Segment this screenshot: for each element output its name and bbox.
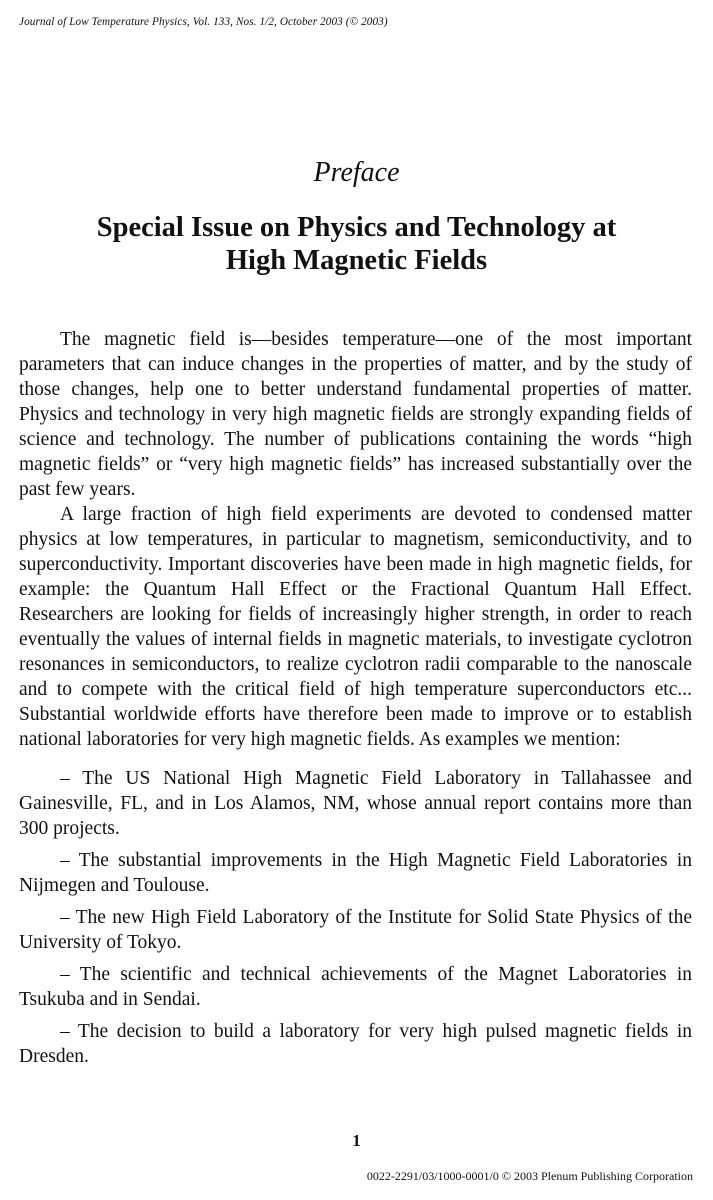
section-kicker: Preface bbox=[313, 157, 400, 188]
page-number: 1 bbox=[352, 1131, 361, 1150]
body-paragraph-2: A large fraction of high field experiments are devoted to condensed matter physics at low temperatures, in particular to magnetism, semiconductivity, and to superconductivity. Important discoveries have been made in high magnetic fields, for example: the Quantum Hall Effect or the Fractional Quantum Hall Effect. Researchers are looking for fields of increasingly higher strength, in order to reach eventually the values of internal fields in magnetic materials, to investigate cyclotron resonances in semiconductors, to realize cyclotron radii comparable to the nanoscale and to compete with the critical field of high temperature superconductors etc... Substantial worldwide efforts have therefore been made to improve or to establish national laboratories for very high magnetic fields. As examples we mention: bbox=[19, 504, 692, 750]
article-title-line-1: Special Issue on Physics and Technology at bbox=[96, 212, 617, 243]
example-item-5: – The decision to build a laboratory for very high pulsed magnetic fields in Dresden. bbox=[19, 1021, 692, 1067]
publisher-imprint: 0022-2291/03/1000-0001/0 © 2003 Plenum Publishing Corporation bbox=[366, 1169, 693, 1183]
article-title-line-2: High Magnetic Fields bbox=[225, 245, 488, 276]
article-title bbox=[40, 211, 673, 277]
example-item-2: – The substantial improvements in the High Magnetic Field Laboratories in Nijmegen and Toulouse. bbox=[19, 850, 692, 896]
article-body bbox=[19, 327, 692, 1069]
example-item-3: – The new High Field Laboratory of the Institute for Solid State Physics of the University of Tokyo. bbox=[19, 907, 692, 953]
example-item-4: – The scientific and technical achievements of the Magnet Laboratories in Tsukuba and in Sendai. bbox=[19, 964, 692, 1010]
example-item-1: – The US National High Magnetic Field Laboratory in Tallahassee and Gainesville, FL, and in Los Alamos, NM, whose annual report contains more than 300 projects. bbox=[19, 768, 692, 839]
body-paragraph-1: The magnetic field is—besides temperature—one of the most important parameters that can induce changes in the properties of matter, and by the study of those changes, help one to better understand fundamental properties of matter. Physics and technology in very high magnetic fields are strongly expanding fields of science and technology. The number of publications containing the words “high magnetic fields” or “very high magnetic fields” has increased substantially over the past few years. bbox=[19, 329, 692, 500]
running-head: Journal of Low Temperature Physics, Vol. 133, Nos. 1/2, October 2003 (© 2003) bbox=[19, 16, 388, 28]
